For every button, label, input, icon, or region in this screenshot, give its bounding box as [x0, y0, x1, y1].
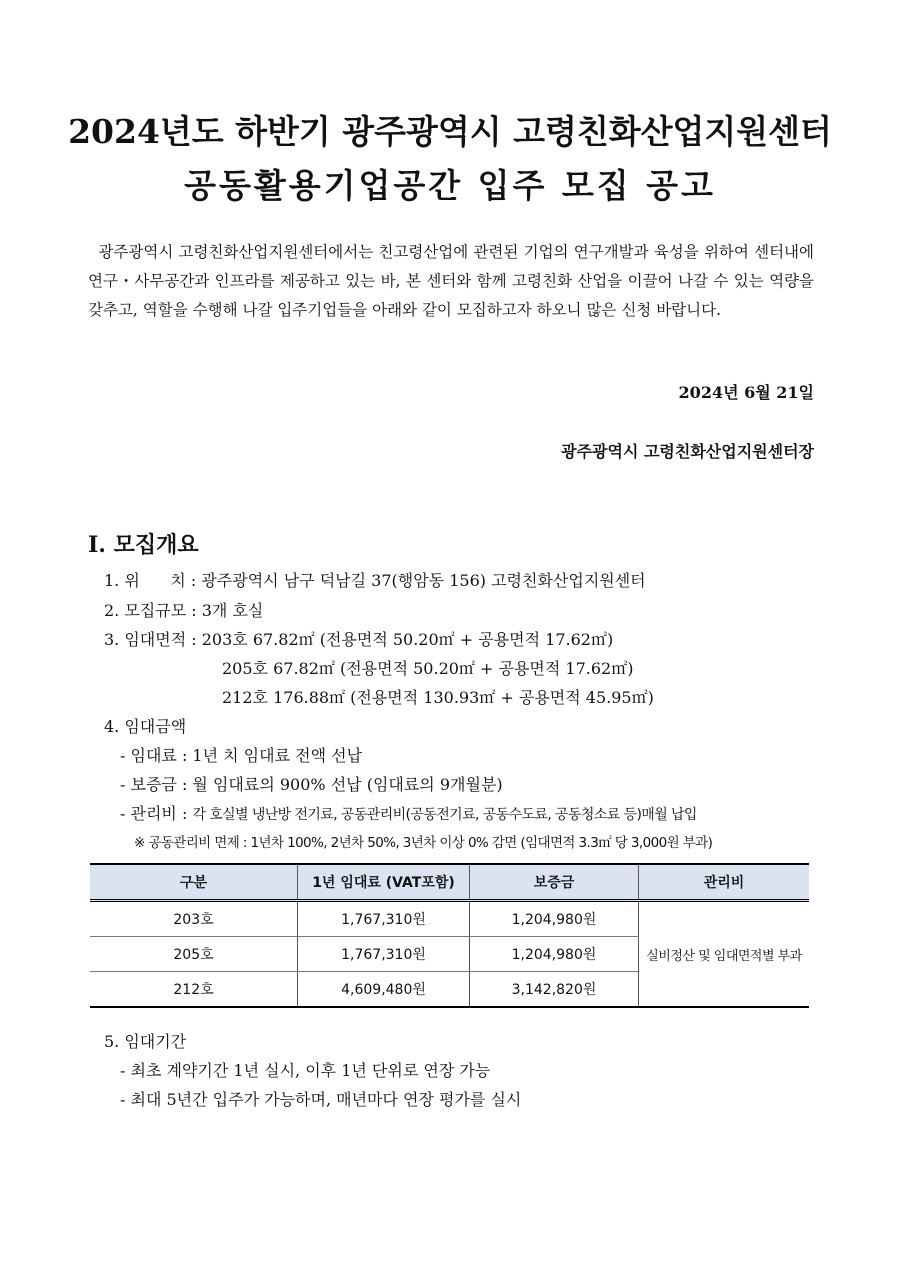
- intro-paragraph: [88, 238, 814, 325]
- item-scale: 2. 모집규모 : 3개 호실: [104, 601, 264, 620]
- cell-room: 203호: [90, 901, 298, 937]
- lease-period-line1: - 최초 계약기간 1년 실시, 이후 1년 단위로 연장 가능: [120, 1061, 491, 1080]
- item-area-203: 3. 임대면적 : 203호 67.82㎡ (전용면적 50.20㎡ + 공용면적 17.62㎡): [104, 630, 614, 649]
- section-heading-lease-period: 5. 임대기간: [104, 1032, 187, 1051]
- lease-period-line2: - 최대 5년간 입주가 가능하며, 매년마다 연장 평가를 실시: [120, 1090, 522, 1109]
- cell-annual-rent: 1,767,310원: [298, 901, 470, 937]
- management-fee-note: ※ 공동관리비 면제 : 1년차 100%, 2년차 50%, 3년차 이상 0% 감면 (임대면적 3.3㎡ 당 3,000원 부과): [134, 835, 713, 851]
- cell-deposit: 1,204,980원: [470, 901, 639, 937]
- cell-annual-rent: 1,767,310원: [298, 937, 470, 972]
- header-annual-rent: 1년 임대료 (VAT포함): [298, 864, 470, 901]
- item-location: 1. 위 치 : 광주광역시 남구 덕남길 37(행암동 156) 고령친화산업지원센터: [104, 571, 646, 590]
- cell-deposit: 3,142,820원: [470, 972, 639, 1008]
- cell-management-fee-merged: 실비정산 및 임대면적별 부과: [639, 901, 810, 1008]
- header-category: 구분: [90, 864, 298, 901]
- section-heading-overview: Ⅰ. 모집개요: [88, 532, 199, 558]
- item-area-205: 205호 67.82㎡ (전용면적 50.20㎡ + 공용면적 17.62㎡): [222, 659, 634, 678]
- cell-room: 212호: [90, 972, 298, 1008]
- issuer-name: 광주광역시 고령친화산업지원센터장: [561, 442, 814, 461]
- management-fee-label: - 관리비 :: [120, 804, 193, 823]
- page-title-line2: 공동활용기업공간 입주 모집 공고: [184, 166, 716, 205]
- table-header-row: [90, 864, 809, 901]
- item-rent-amount: 4. 임대금액: [104, 717, 187, 736]
- item-area-212: 212호 176.88㎡ (전용면적 130.93㎡ + 공용면적 45.95㎡): [222, 688, 654, 707]
- announcement-date: 2024년 6월 21일: [678, 383, 814, 402]
- cell-annual-rent: 4,609,480원: [298, 972, 470, 1008]
- item-deposit: - 보증금 : 월 임대료의 900% 선납 (임대료의 9개월분): [120, 775, 503, 794]
- cell-room: 205호: [90, 937, 298, 972]
- rent-table: [90, 863, 809, 1008]
- item-management-fee: [120, 801, 697, 824]
- item-rent-fee: - 임대료 : 1년 치 임대료 전액 선납: [120, 746, 363, 765]
- intro-text: 광주광역시 고령친화산업지원센터에서는 친고령산업에 관련된 기업의 연구개발과 육성을 위하여 센터내에 연구・사무공간과 인프라를 제공하고 있는 바, 본 센터와 함께 고령친화 산업을 이끌어 나갈 수 있는 역량을 갖추고, 역할을 수행해 나갈 입주기업들을 아래와 같이 모집하고자 하오니 많은 신청 바랍니다.: [88, 243, 814, 319]
- header-deposit: 보증금: [470, 864, 639, 901]
- header-management-fee: 관리비: [639, 864, 810, 901]
- cell-deposit: 1,204,980원: [470, 937, 639, 972]
- page-title-line1: 2024년도 하반기 광주광역시 고령친화산업지원센터: [68, 112, 832, 151]
- table-row: [90, 901, 809, 937]
- management-fee-text: 각 호실별 냉난방 전기료, 공동관리비(공동전기료, 공동수도료, 공동청소료 등)매월 납입: [192, 807, 697, 823]
